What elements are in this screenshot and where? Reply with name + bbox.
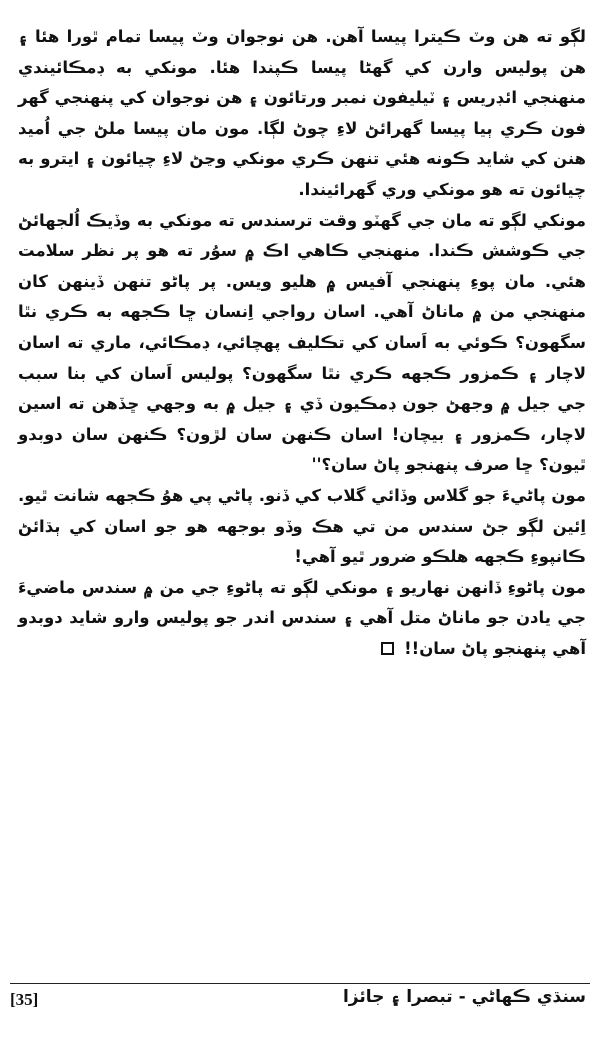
- paragraph-3: مون پاڻيءَ جو گلاس وڏائي گلاب کي ڏنو. پاڻي پي هوُ ڪجهه شانت ٿيو. اِئين لڳو جڻ سندس من تي هڪ وڏو بوجهه هو جو اسان کي ٻڌائڻ ڪانپوءِ ڪجهه هلڪو ضرور ٿيو آهي!: [18, 485, 586, 567]
- paragraph-1: لڳو ته هن وٽ ڪيترا پيسا آهن. هن نوجوان وٽ پيسا تمام ٿورا هئا ۽ هن پوليس وارن کي گهڻا پيسا ڪپندا هئا. مونکي به ڊمڪائيندي منهنجي ائڊريس ۽ ٽيليفون نمبر ورتائون ۽ هن نوجوان کي پنهنجي گهر فون ڪري ٻيا پيسا گهرائڻ لاءِ چوڻ لڳا. مون مان پيسا ملڻ جي اُميد هنن کي شايد ڪونه هئي تنهن ڪري مونکي وڃڻ لاءِ چيائون ۽ ايترو به چيائون ته هو مونکي وري گهرائيندا.: [18, 27, 586, 199]
- paragraph-4-text: مون پاڻوءِ ڏانهن نهاريو ۽ مونکي لڳو ته پاڻوءِ جي من ۾ سندس ماضيءَ جي يادن جو ماناڻ متل آهي ۽ سندس اندر جو پوليس وارو شايد دوبدو آهي پنهنجو پاڻ سان!!: [18, 577, 586, 658]
- paragraph-2: مونکي لڳو ته مان جي گهٽو وقت ترسندس ته مونکي به وڏيڪ اُلجهائڻ جي ڪوشش ڪندا. منهنجي ڪاهي اڪ ۾ سوُر ته هو پر نظر سلامت هئي. مان پوءِ پنهنجي آفيس ۾ هليو ويس. پر پاڻو تنهن ڏينهن کان منهنجي من ۾ ماناڻ آهي. اسان رواجي اِنسان ڇا ڪجهه به ڪري نٿا سگهون؟ ڪوئي به اَسان کي تڪليف پهچائي، ڊمڪائي، ماري ته اسان لاچار ۽ ڪمزور ڪجهه ڪري نٿا سگهون؟ پوليس اَسان کي بنا سبب جي جيل ۾ وجهڻ جون ڊمڪيون ڏي ۽ جيل ۾ به وجهي ڇڏهن ته اسين لاچار، ڪمزور ۽ بيچان! اسان ڪنهن سان لڙون؟ ڪنهن سان دوبدو ٿيون؟ ڇا صرف پنهنجو پاڻ سان؟'': [18, 210, 586, 475]
- end-of-text-square-icon: [381, 642, 394, 655]
- page-number: [35]: [10, 990, 39, 1009]
- running-title: سنڌي ڪهاڻي - تبصرا ۽ جائزا: [342, 987, 586, 1007]
- page-footer: [10, 986, 586, 1016]
- page-body-text: [18, 22, 586, 664]
- paragraph-4: [18, 573, 586, 665]
- footer-divider: [10, 983, 590, 984]
